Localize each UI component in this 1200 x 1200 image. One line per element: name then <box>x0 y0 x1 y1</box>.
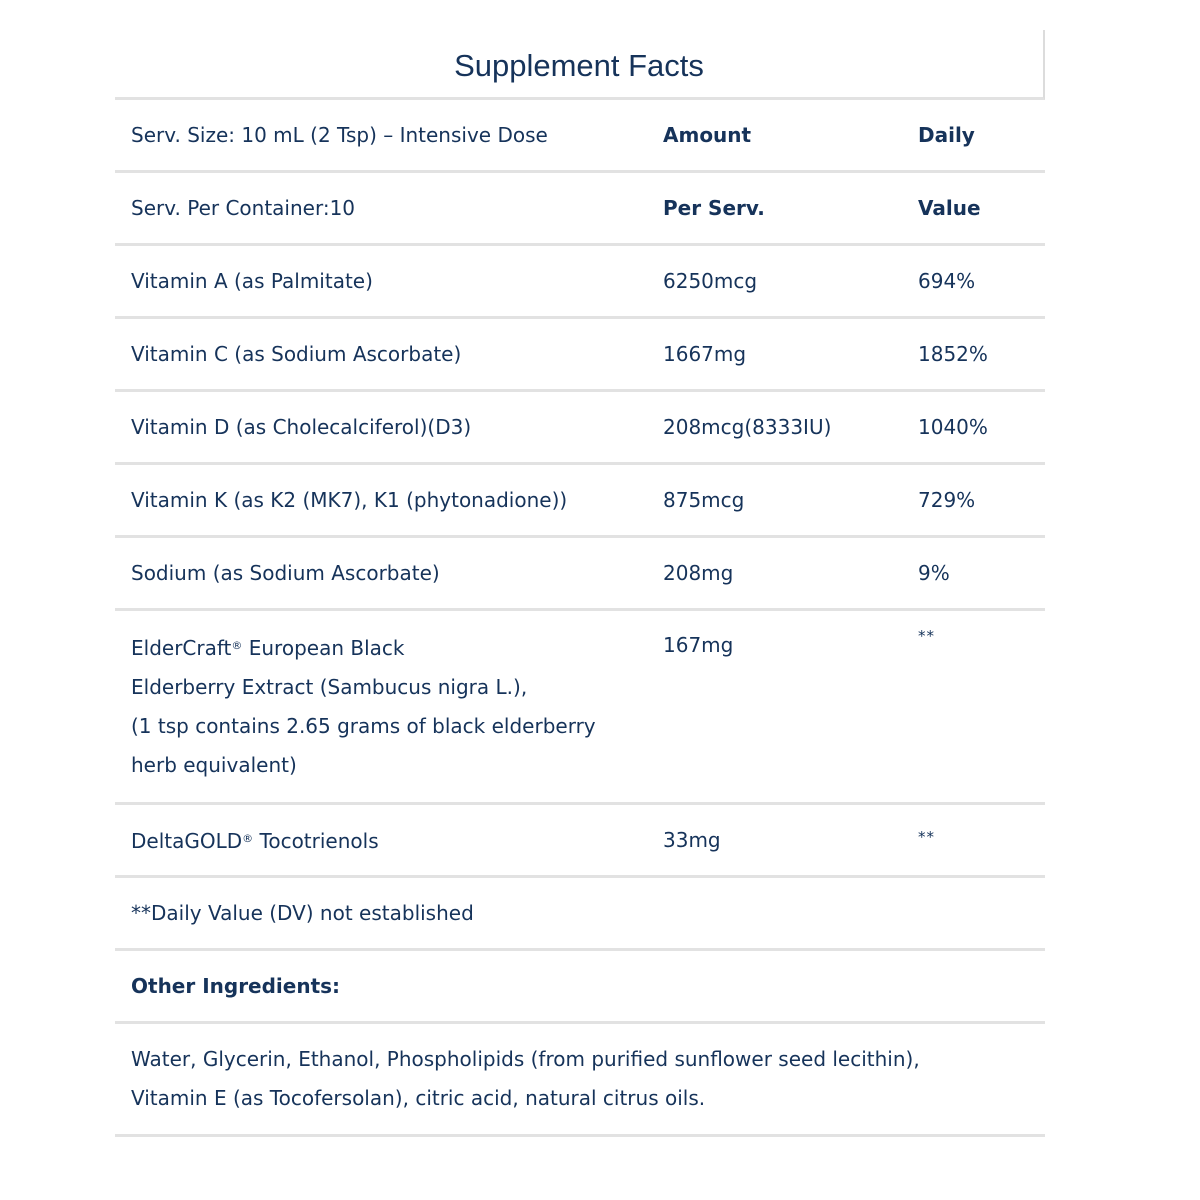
nutrient-amount: 208mg <box>663 560 734 585</box>
registered-mark: ® <box>231 639 243 652</box>
serving-size-row <box>115 100 1045 173</box>
serving-size: Serv. Size: 10 mL (2 Tsp) – Intensive Dose <box>131 122 548 147</box>
brand-name: ElderCraft <box>131 636 232 660</box>
deltagold-row <box>115 805 1045 878</box>
nutrient-amount: 875mcg <box>663 487 745 512</box>
dv-not-established-marker: ** <box>918 827 935 846</box>
registered-mark: ® <box>242 832 254 845</box>
footnote: **Daily Value (DV) not established <box>131 900 474 925</box>
other-ingredients-line-2: Vitamin E (as Tocofersolan), citric acid, natural citrus oils. <box>131 1086 706 1110</box>
nutrient-name: Vitamin C (as Sodium Ascorbate) <box>131 341 462 366</box>
amount-header: Amount <box>663 122 752 147</box>
nutrient-dv: 1040% <box>918 414 988 439</box>
elderberry-line-2: Elderberry Extract (Sambucus nigra L.), <box>131 675 528 699</box>
nutrient-name: Vitamin D (as Cholecalciferol)(D3) <box>131 414 472 439</box>
elderberry-amount: 167mg <box>663 633 734 657</box>
nutrient-name: Vitamin A (as Palmitate) <box>131 268 373 293</box>
nutrient-dv: 1852% <box>918 341 988 366</box>
nutrient-amount: 6250mcg <box>663 268 758 293</box>
deltagold-name <box>115 819 663 861</box>
servings-per-container: Serv. Per Container:10 <box>131 195 356 220</box>
nutrient-amount: 1667mg <box>663 341 747 366</box>
nutrient-row <box>115 319 1045 392</box>
supplement-facts-panel <box>115 30 1045 1137</box>
elderberry-line-1-text: European Black <box>242 636 405 660</box>
other-ingredients-heading: Other Ingredients: <box>131 973 341 998</box>
nutrient-row <box>115 538 1045 611</box>
deltagold-amount: 33mg <box>663 827 721 852</box>
per-serv-header: Per Serv. <box>663 195 765 220</box>
nutrient-amount: 208mcg(8333IU) <box>663 414 832 439</box>
other-ingredients-list <box>115 1024 1045 1137</box>
elderberry-line-1 <box>131 626 663 668</box>
other-ingredients-heading-row <box>115 951 1045 1024</box>
deltagold-text: Tocotrienols <box>253 829 379 853</box>
nutrient-dv: 9% <box>918 560 950 585</box>
dv-not-established-marker: ** <box>918 627 935 645</box>
nutrient-name: Sodium (as Sodium Ascorbate) <box>131 560 440 585</box>
other-ingredients-line-1: Water, Glycerin, Ethanol, Phospholipids (from purified sunflower seed lecithin), <box>131 1047 920 1071</box>
elderberry-row <box>115 611 1045 805</box>
panel-title: Supplement Facts <box>454 47 704 83</box>
nutrient-name: Vitamin K (as K2 (MK7), K1 (phytonadione)) <box>131 487 568 512</box>
elderberry-name <box>115 626 663 785</box>
elderberry-dv <box>918 626 1045 654</box>
deltagold-dv <box>918 820 1045 861</box>
servings-per-container-row <box>115 173 1045 246</box>
nutrient-dv: 694% <box>918 268 976 293</box>
elderberry-line-3: (1 tsp contains 2.65 grams of black elderberry <box>131 714 596 738</box>
daily-header: Daily <box>918 122 975 147</box>
nutrient-row <box>115 246 1045 319</box>
nutrient-row <box>115 465 1045 538</box>
value-header: Value <box>918 195 981 220</box>
brand-name: DeltaGOLD <box>131 829 243 853</box>
nutrient-row <box>115 392 1045 465</box>
footnote-row <box>115 878 1045 951</box>
nutrient-dv: 729% <box>918 487 976 512</box>
elderberry-line-4: herb equivalent) <box>131 753 297 777</box>
title-box <box>115 30 1045 100</box>
